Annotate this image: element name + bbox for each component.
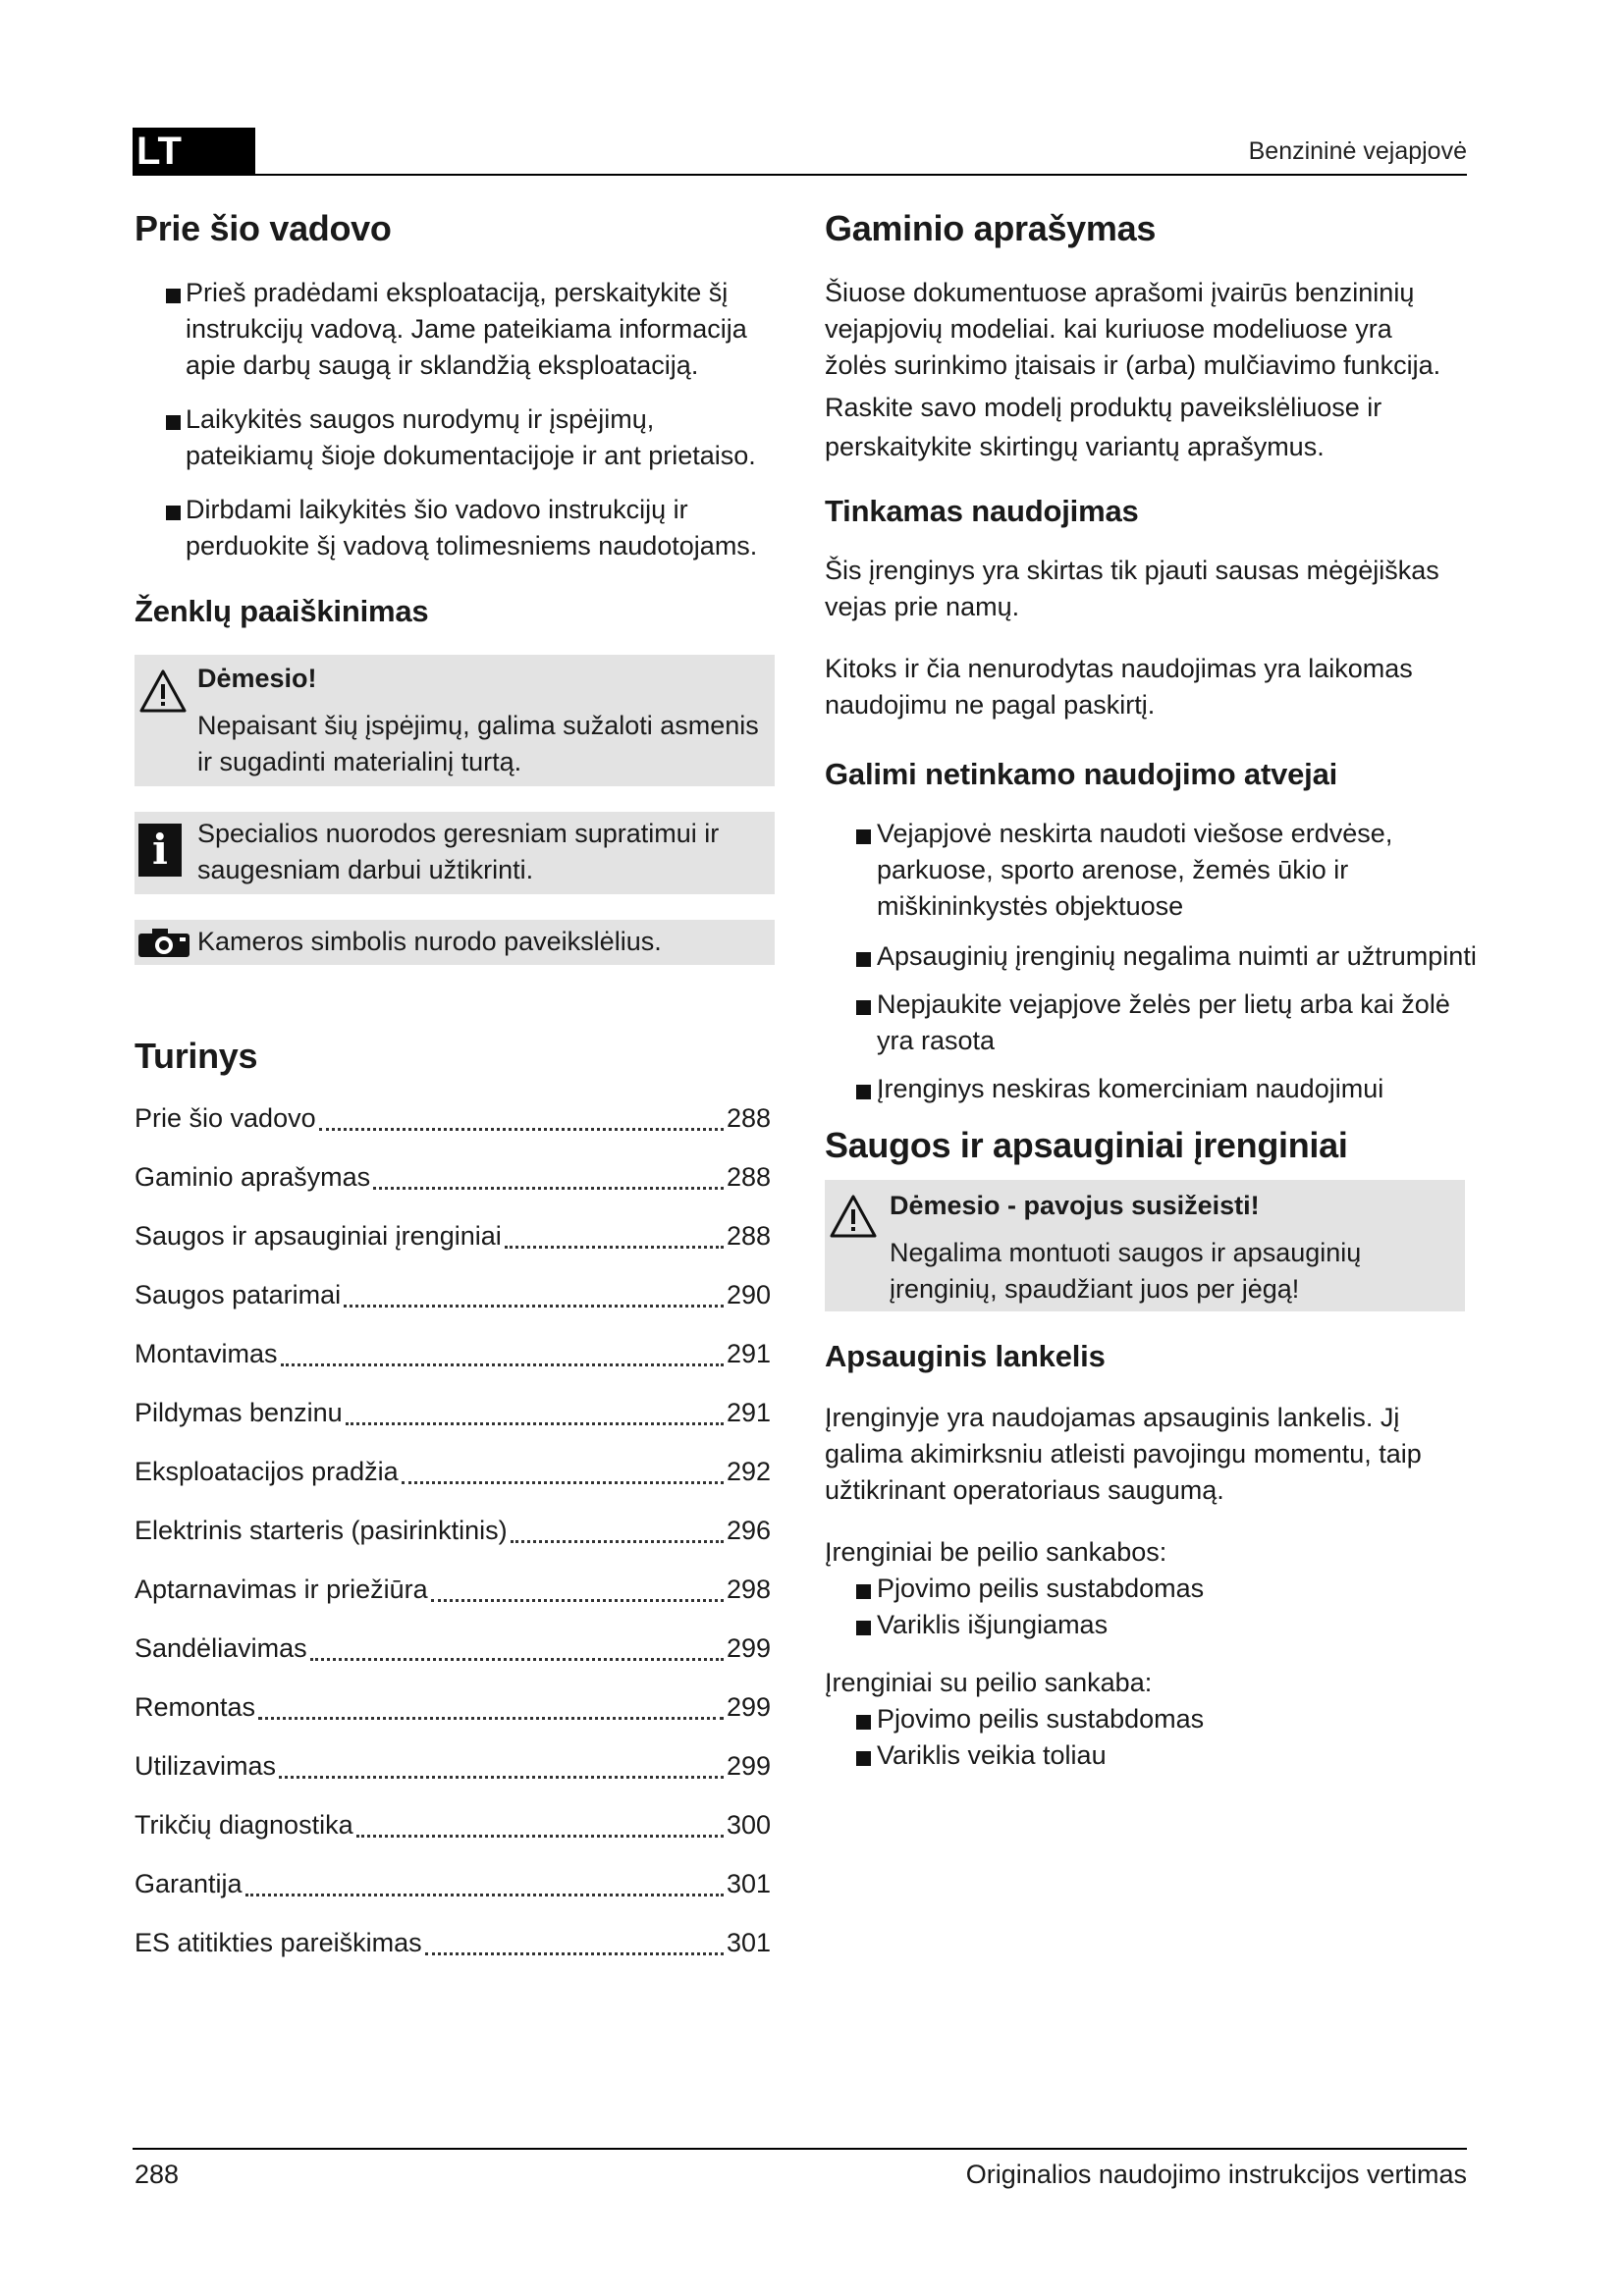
toc-leader	[245, 1894, 724, 1896]
warning-icon	[829, 1194, 878, 1239]
symbols-heading: Ženklų paaiškinimas	[135, 594, 429, 628]
toc-label: Garantija	[135, 1869, 243, 1898]
product-paragraph-2: Raskite savo modelį produktų paveikslėliuose ir perskaitykite skirtingų variantų aprašymus.	[825, 393, 1382, 461]
toc-leader	[356, 1835, 724, 1838]
toc-page: 291	[726, 1398, 771, 1427]
toc-page: 301	[726, 1869, 771, 1898]
info-icon: i	[138, 824, 182, 877]
toc-row[interactable]	[135, 1913, 771, 1972]
toc-page: 299	[726, 1692, 771, 1722]
about-heading: Prie šio vadovo	[135, 208, 392, 248]
toc-leader	[402, 1481, 724, 1484]
toc-label: Pildymas benzinu	[135, 1398, 343, 1427]
toc-row[interactable]	[135, 1089, 771, 1148]
toc-row[interactable]	[135, 1442, 771, 1501]
camera-box	[135, 920, 775, 965]
toc-list	[135, 1089, 771, 1972]
toc-page: 288	[726, 1162, 771, 1192]
clutch-label: Įrenginiai su peilio sankaba:	[825, 1668, 1153, 1697]
toc-page: 298	[726, 1575, 771, 1604]
toc-heading: Turinys	[135, 1036, 258, 1076]
toc-page: 290	[726, 1280, 771, 1309]
toc-row[interactable]	[135, 1736, 771, 1795]
toc-label: Prie šio vadovo	[135, 1103, 316, 1133]
toc-page: 292	[726, 1457, 771, 1486]
no-clutch-bullet-list	[825, 1571, 1492, 1643]
list-item: Pjovimo peilis sustabdomas	[825, 1571, 1492, 1607]
toc-label: Saugos patarimai	[135, 1280, 342, 1309]
toc-label: ES atitikties pareiškimas	[135, 1928, 422, 1957]
toc-row[interactable]	[135, 1324, 771, 1383]
header-title: Benzininė vejapjovė	[1248, 137, 1467, 165]
list-item: Vejapjovė neskirta naudoti viešose erdvėse, parkuose, sporto arenose, žemės ūkio ir miškininkystės objektuose	[825, 816, 1427, 925]
toc-row[interactable]	[135, 1383, 771, 1442]
toc-page: 301	[726, 1928, 771, 1957]
list-item: Nepjaukite vejapjove želės per lietų arba kai žolė yra rasota	[825, 987, 1466, 1059]
toc-leader	[505, 1246, 724, 1249]
footer-divider	[133, 2148, 1467, 2150]
attention-title: Dėmesio!	[197, 664, 317, 693]
toc-label: Sandėliavimas	[135, 1633, 307, 1663]
footer-note: Originalios naudojimo instrukcijos vertimas	[965, 2160, 1467, 2189]
toc-page: 296	[726, 1516, 771, 1545]
clutch-bullet-list	[825, 1701, 1492, 1774]
about-bullet-list	[135, 275, 763, 564]
list-item: Apsauginių įrenginių negalima nuimti ar užtrumpinti	[825, 938, 1492, 975]
intended-use-paragraph: Šis įrenginys yra skirtas tik pjauti sausas mėgėjiškas vejas prie namų.	[825, 556, 1439, 621]
toc-page: 291	[726, 1339, 771, 1368]
toc-label: Gaminio aprašymas	[135, 1162, 371, 1192]
list-item: Laikykitės saugos nurodymų ir įspėjimų, pateikiamų šioje dokumentacijoje ir ant prietaiso.	[135, 401, 775, 474]
toc-page: 299	[726, 1751, 771, 1781]
toc-row[interactable]	[135, 1619, 771, 1678]
toc-label: Aptarnavimas ir priežiūra	[135, 1575, 428, 1604]
toc-row[interactable]	[135, 1678, 771, 1736]
danger-text: Negalima montuoti saugos ir apsauginių įrenginių, spaudžiant juos per jėgą!	[890, 1238, 1362, 1304]
toc-row[interactable]	[135, 1560, 771, 1619]
intended-use-heading: Tinkamas naudojimas	[825, 494, 1139, 528]
toc-label: Eksploatacijos pradžia	[135, 1457, 399, 1486]
toc-leader	[258, 1717, 724, 1720]
toc-row[interactable]	[135, 1795, 771, 1854]
toc-label: Elektrinis starteris (pasirinktinis)	[135, 1516, 508, 1545]
header-divider	[133, 174, 1467, 176]
camera-icon	[136, 928, 191, 959]
intended-use-paragraph-2: Kitoks ir čia nenurodytas naudojimas yra laikomas naudojimu ne pagal paskirtį.	[825, 654, 1413, 720]
safety-heading: Saugos ir apsauginiai įrenginiai	[825, 1125, 1348, 1165]
attention-text: Nepaisant šių įspėjimų, galima sužaloti asmenis ir sugadinti materialinį turtą.	[197, 711, 759, 776]
danger-box	[825, 1180, 1465, 1311]
list-item: Variklis išjungiamas	[825, 1607, 1492, 1643]
toc-row[interactable]	[135, 1854, 771, 1913]
list-item: Dirbdami laikykitės šio vadovo instrukcijų ir perduokite šį vadovą tolimesniems naudotojams.	[135, 492, 763, 564]
warning-icon	[138, 668, 188, 714]
right-column	[825, 196, 1492, 1774]
language-badge: LT	[133, 128, 255, 175]
toc-row[interactable]	[135, 1265, 771, 1324]
toc-leader	[425, 1952, 724, 1955]
attention-box	[135, 655, 775, 786]
toc-page: 299	[726, 1633, 771, 1663]
bail-heading: Apsauginis lankelis	[825, 1339, 1106, 1373]
no-clutch-label: Įrenginiai be peilio sankabos:	[825, 1537, 1167, 1567]
product-paragraph: Šiuose dokumentuose aprašomi įvairūs benzininių vejapjovių modeliai. kai kuriuose modeliuose yra žolės surinkimo įtaisais ir (arba) mulčiavimo funkcija.	[825, 278, 1441, 380]
toc-label: Saugos ir apsauginiai įrenginiai	[135, 1221, 502, 1251]
page-number: 288	[135, 2160, 180, 2189]
toc-leader	[319, 1128, 724, 1131]
info-text: Specialios nuorodos geresniam supratimui ir saugesniam darbui užtikrinti.	[197, 819, 720, 884]
toc-label: Trikčių diagnostika	[135, 1810, 353, 1840]
toc-label: Utilizavimas	[135, 1751, 277, 1781]
list-item: Pjovimo peilis sustabdomas	[825, 1701, 1492, 1737]
toc-leader	[310, 1658, 724, 1661]
product-heading: Gaminio aprašymas	[825, 208, 1157, 248]
toc-label: Remontas	[135, 1692, 256, 1722]
toc-leader	[281, 1363, 724, 1366]
misuse-heading: Galimi netinkamo naudojimo atvejai	[825, 757, 1338, 791]
toc-leader	[511, 1540, 724, 1543]
bail-paragraph: Įrenginyje yra naudojamas apsauginis lankelis. Jį galima akimirksniu atleisti pavojingu momentu, taip užtikrinant operatoriaus saugumą.	[825, 1403, 1422, 1505]
toc-page: 288	[726, 1103, 771, 1133]
toc-leader	[373, 1187, 724, 1190]
toc-leader	[346, 1422, 724, 1425]
list-item: Prieš pradėdami eksploataciją, perskaitykite šį instrukcijų vadovą. Jame pateikiama informacija apie darbų saugą ir sklandžią eksploataciją.	[135, 275, 763, 384]
toc-row[interactable]	[135, 1206, 771, 1265]
toc-row[interactable]	[135, 1501, 771, 1560]
toc-row[interactable]	[135, 1148, 771, 1206]
toc-leader	[279, 1776, 724, 1779]
toc-leader	[344, 1305, 724, 1308]
list-item: Variklis veikia toliau	[825, 1737, 1492, 1774]
toc-leader	[431, 1599, 724, 1602]
toc-label: Montavimas	[135, 1339, 278, 1368]
camera-text: Kameros simbolis nurodo paveikslėlius.	[197, 927, 662, 956]
left-column	[135, 196, 775, 1972]
info-box	[135, 812, 775, 894]
danger-title: Dėmesio - pavojus susižeisti!	[890, 1191, 1260, 1220]
toc-page: 300	[726, 1810, 771, 1840]
toc-page: 288	[726, 1221, 771, 1251]
misuse-bullet-list	[825, 816, 1492, 1107]
list-item: Įrenginys neskiras komerciniam naudojimui	[825, 1071, 1492, 1107]
